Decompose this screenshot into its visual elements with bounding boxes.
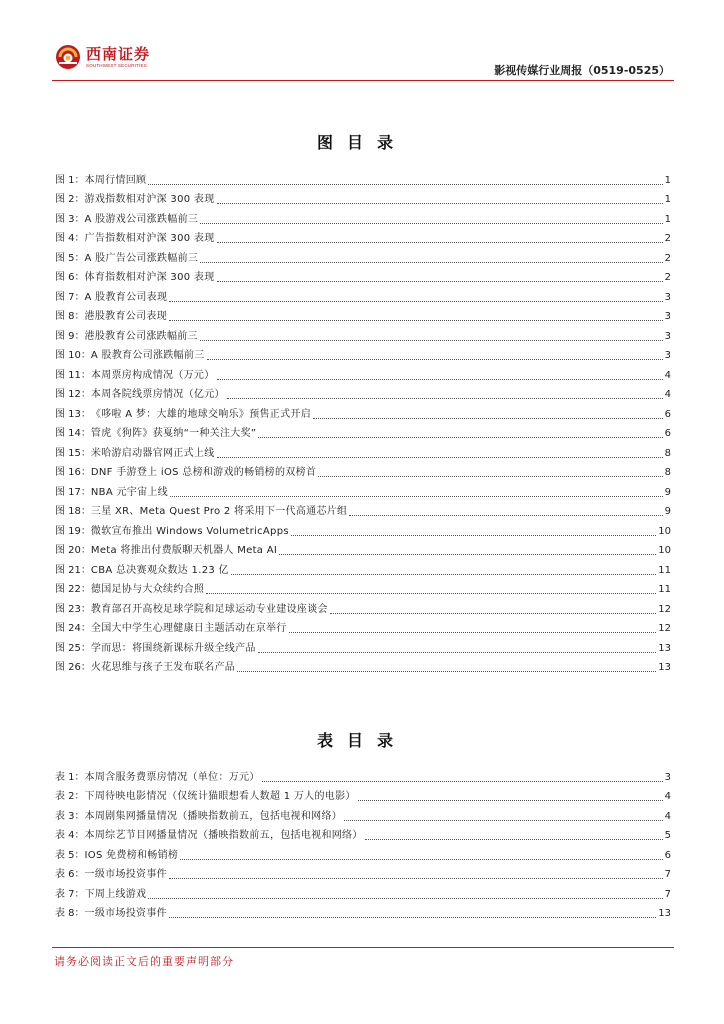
toc-page-number: 11: [658, 584, 671, 595]
figure-toc-entry[interactable]: [55, 284, 671, 304]
toc-page-number: 3: [664, 311, 671, 322]
toc-entry-label: 图 16：: [55, 467, 91, 478]
toc-page-number: 10: [658, 525, 671, 537]
figure-toc-entry[interactable]: [55, 479, 671, 499]
toc-entry-title: 微软宣布推出 Windows VolumetricApps: [90, 525, 289, 537]
toc-entry-title: 德国足协与大众续约合照: [90, 584, 205, 595]
toc-entry-label: 图 4：: [55, 233, 85, 244]
toc-entry-label: 图 23：: [55, 603, 91, 615]
toc-dot-leader: [349, 514, 662, 516]
figure-toc-entry[interactable]: [55, 187, 671, 207]
toc-entry-title: 全国大中学生心理健康日主题活动在京举行: [90, 623, 287, 634]
toc-entry-title: 体育指数相对沪深 300 表现: [84, 272, 215, 283]
toc-entry-label: 图 9：: [55, 330, 85, 342]
table-toc-entry[interactable]: [55, 881, 671, 901]
figure-toc-entry[interactable]: [55, 323, 671, 343]
toc-entry-label: 图 2：: [55, 194, 85, 205]
toc-dot-leader: [358, 799, 663, 801]
toc-page-number: 7: [664, 869, 671, 880]
toc-page-number: 8: [664, 447, 671, 459]
toc-entry-label: 图 8：: [55, 311, 85, 322]
toc-entry-title: 港股教育公司涨跌幅前三: [84, 330, 198, 342]
report-title: 影视传媒行业周报（0519-0525）: [494, 64, 670, 77]
brand-logo-icon: [55, 44, 81, 70]
toc-page-number: 5: [664, 830, 671, 841]
toc-page-number: 3: [664, 330, 671, 342]
brand-name-cn: 西南证券: [86, 44, 151, 63]
toc-entry-label: 图 5：: [55, 252, 85, 264]
footer-disclaimer: 请务必阅读正文后的重要声明部分: [54, 955, 234, 968]
toc-dot-leader: [169, 916, 656, 918]
toc-entry-title: A 股游戏公司涨跌幅前三: [84, 213, 199, 225]
toc-dot-leader: [169, 319, 663, 321]
toc-page-number: 4: [664, 389, 671, 400]
toc-dot-leader: [169, 300, 662, 302]
toc-page-number: 6: [664, 428, 671, 439]
toc-page-number: 9: [664, 486, 671, 498]
figure-toc-entry[interactable]: [55, 265, 671, 285]
toc-entry-title: 管虎《狗阵》获戛纳“一种关注大奖”: [90, 428, 257, 439]
toc-entry-title: IOS 免费榜和畅销榜: [84, 849, 179, 861]
toc-entry-label: 图 24：: [55, 623, 91, 634]
toc-dot-leader: [207, 358, 663, 360]
toc-page-number: 12: [658, 623, 671, 634]
figure-toc-entry[interactable]: [55, 518, 671, 538]
toc-dot-leader: [318, 475, 662, 477]
toc-entry-label: 表 2：: [55, 791, 85, 802]
toc-entry-title: DNF 手游登上 iOS 总榜和游戏的畅销榜的双榜首: [90, 467, 317, 478]
toc-entry-title: 三星 XR、Meta Quest Pro 2 将采用下一代高通芯片组: [90, 506, 348, 517]
figure-toc-entry[interactable]: [55, 655, 671, 675]
toc-dot-leader: [148, 183, 662, 185]
footer-divider: [52, 947, 674, 948]
table-toc-entry[interactable]: [55, 842, 671, 862]
table-toc-entry[interactable]: [55, 764, 671, 784]
toc-entry-label: 图 11：: [55, 369, 91, 381]
toc-dot-leader: [291, 534, 656, 536]
toc-entry-label: 图 21：: [55, 564, 91, 576]
toc-dot-leader: [313, 417, 663, 419]
toc-entry-title: 本周综艺节目网播量情况（播映指数前五，包括电视和网络）: [84, 830, 363, 841]
toc-dot-leader: [279, 553, 656, 555]
figure-toc-entry[interactable]: [55, 460, 671, 480]
toc-dot-leader: [148, 897, 662, 899]
toc-dot-leader: [258, 436, 662, 438]
toc-page-number: 9: [664, 506, 671, 517]
toc-entry-title: 下周待映电影情况（仅统计猫眼想看人数超 1 万人的电影）: [84, 791, 356, 802]
toc-entry-title: 本周各院线票房情况（亿元）: [90, 389, 225, 400]
tables-toc-title: 表目录: [316, 731, 407, 750]
toc-dot-leader: [169, 877, 663, 879]
toc-entry-label: 图 18：: [55, 506, 91, 517]
toc-page-number: 6: [664, 408, 671, 420]
toc-entry-title: 学而思：将围绕新课标升级全线产品: [90, 642, 256, 654]
toc-dot-leader: [231, 573, 656, 575]
toc-entry-label: 图 19：: [55, 525, 91, 537]
toc-entry-label: 图 25：: [55, 642, 91, 654]
toc-page-number: 1: [664, 194, 671, 205]
toc-page-number: 8: [664, 467, 671, 478]
toc-dot-leader: [206, 592, 656, 594]
toc-entry-title: 下周上线游戏: [84, 888, 147, 900]
toc-page-number: 6: [664, 849, 671, 861]
toc-entry-title: 教育部召开高校足球学院和足球运动专业建设座谈会: [90, 603, 328, 615]
toc-entry-label: 图 20：: [55, 545, 91, 556]
tables-toc: [55, 764, 671, 920]
figure-toc-entry[interactable]: [55, 596, 671, 616]
header-divider: [52, 80, 674, 81]
figure-toc-entry[interactable]: [55, 206, 671, 226]
toc-entry-title: 本周行情回顾: [84, 174, 147, 186]
toc-entry-label: 表 4：: [55, 830, 85, 841]
toc-entry-title: 一级市场投资事件: [84, 869, 167, 880]
toc-page-number: 12: [658, 603, 671, 615]
page-header: [0, 0, 724, 84]
toc-dot-leader: [200, 222, 662, 224]
toc-entry-label: 图 3：: [55, 213, 85, 225]
toc-dot-leader: [227, 397, 663, 399]
toc-entry-title: 本周剧集网播量情况（播映指数前五，包括电视和网络）: [84, 810, 343, 822]
toc-entry-label: 表 3：: [55, 810, 85, 822]
toc-entry-label: 图 12：: [55, 389, 91, 400]
toc-page-number: 13: [658, 908, 671, 919]
toc-entry-label: 图 10：: [55, 350, 91, 361]
figure-toc-entry[interactable]: [55, 362, 671, 382]
toc-entry-title: 《哆啦 A 梦：大雄的地球交响乐》预售正式开启: [90, 408, 312, 420]
figure-toc-entry[interactable]: [55, 245, 671, 265]
toc-entry-label: 图 14：: [55, 428, 91, 439]
toc-entry-title: CBA 总决赛观众数达 1.23 亿: [90, 564, 229, 576]
toc-entry-title: 一级市场投资事件: [84, 908, 167, 919]
toc-entry-title: A 股教育公司涨跌幅前三: [90, 350, 205, 361]
figure-toc-entry[interactable]: [55, 167, 671, 187]
toc-dot-leader: [170, 495, 663, 497]
toc-entry-label: 表 8：: [55, 908, 85, 919]
toc-entry-title: 港股教育公司表现: [84, 311, 167, 322]
toc-entry-title: A 股广告公司涨跌幅前三: [84, 252, 199, 264]
toc-entry-title: 广告指数相对沪深 300 表现: [84, 233, 215, 244]
toc-entry-title: A 股教育公司表现: [84, 291, 168, 303]
figure-toc-entry[interactable]: [55, 382, 671, 402]
toc-page-number: 2: [664, 252, 671, 264]
toc-entry-label: 表 6：: [55, 869, 85, 880]
toc-entry-label: 图 22：: [55, 584, 91, 595]
toc-entry-label: 图 7：: [55, 291, 85, 303]
toc-entry-title: 游戏指数相对沪深 300 表现: [84, 194, 215, 205]
toc-page-number: 13: [658, 642, 671, 654]
figures-toc: [55, 167, 671, 674]
figure-toc-entry[interactable]: [55, 440, 671, 460]
toc-entry-label: 图 17：: [55, 486, 91, 498]
toc-page-number: 10: [658, 545, 671, 556]
toc-dot-leader: [217, 378, 663, 380]
brand-logo: [55, 44, 150, 70]
figure-toc-entry[interactable]: [55, 557, 671, 577]
toc-entry-title: 米哈游启动器官网正式上线: [90, 447, 215, 459]
figure-toc-entry[interactable]: [55, 577, 671, 597]
toc-entry-label: 图 1：: [55, 174, 85, 186]
toc-dot-leader: [262, 780, 663, 782]
figure-toc-entry[interactable]: [55, 538, 671, 558]
figure-toc-entry[interactable]: [55, 635, 671, 655]
toc-entry-label: 表 7：: [55, 888, 85, 900]
toc-page-number: 11: [658, 564, 671, 576]
toc-dot-leader: [217, 241, 663, 243]
toc-dot-leader: [200, 339, 663, 341]
toc-entry-title: NBA 元宇宙上线: [90, 486, 168, 498]
toc-page-number: 3: [664, 291, 671, 303]
figure-toc-entry[interactable]: [55, 401, 671, 421]
toc-page-number: 13: [658, 662, 671, 673]
toc-entry-title: 火花思维与孩子王发布联名产品: [90, 662, 236, 673]
toc-entry-label: 表 5：: [55, 849, 85, 861]
toc-page-number: 4: [664, 791, 671, 802]
toc-dot-leader: [330, 612, 656, 614]
table-toc-entry[interactable]: [55, 784, 671, 804]
toc-entry-title: 本周含服务费票房情况（单位：万元）: [84, 771, 260, 783]
table-toc-entry[interactable]: [55, 862, 671, 882]
figure-toc-entry[interactable]: [55, 226, 671, 246]
toc-page-number: 4: [664, 369, 671, 381]
figure-toc-entry[interactable]: [55, 304, 671, 324]
figures-toc-title: 图目录: [316, 133, 407, 152]
toc-page-number: 1: [664, 174, 671, 186]
table-toc-entry[interactable]: [55, 803, 671, 823]
toc-page-number: 2: [664, 272, 671, 283]
figure-toc-entry[interactable]: [55, 499, 671, 519]
toc-dot-leader: [217, 280, 663, 282]
toc-entry-label: 图 15：: [55, 447, 91, 459]
toc-page-number: 2: [664, 233, 671, 244]
toc-entry-label: 图 13：: [55, 408, 91, 420]
toc-entry-title: 本周票房构成情况（万元）: [90, 369, 215, 381]
toc-entry-title: Meta 将推出付费版聊天机器人 Meta AI: [90, 545, 278, 556]
toc-entry-label: 表 1：: [55, 771, 85, 783]
table-toc-entry[interactable]: [55, 901, 671, 921]
table-toc-entry[interactable]: [55, 823, 671, 843]
toc-entry-label: 图 26：: [55, 662, 91, 673]
toc-entry-label: 图 6：: [55, 272, 85, 283]
toc-dot-leader: [180, 858, 662, 860]
toc-dot-leader: [237, 670, 656, 672]
toc-dot-leader: [289, 631, 657, 633]
toc-dot-leader: [365, 838, 663, 840]
toc-dot-leader: [217, 456, 663, 458]
toc-page-number: 3: [664, 771, 671, 783]
toc-dot-leader: [200, 261, 662, 263]
figure-toc-entry[interactable]: [55, 343, 671, 363]
figure-toc-entry[interactable]: [55, 421, 671, 441]
toc-page-number: 1: [664, 213, 671, 225]
toc-dot-leader: [344, 819, 663, 821]
toc-page-number: 7: [664, 888, 671, 900]
toc-dot-leader: [258, 651, 657, 653]
toc-dot-leader: [217, 202, 663, 204]
toc-page-number: 4: [664, 810, 671, 822]
brand-name-en: SOUTHWEST SECURITIES: [86, 62, 147, 68]
toc-page-number: 3: [664, 350, 671, 361]
figure-toc-entry[interactable]: [55, 616, 671, 636]
